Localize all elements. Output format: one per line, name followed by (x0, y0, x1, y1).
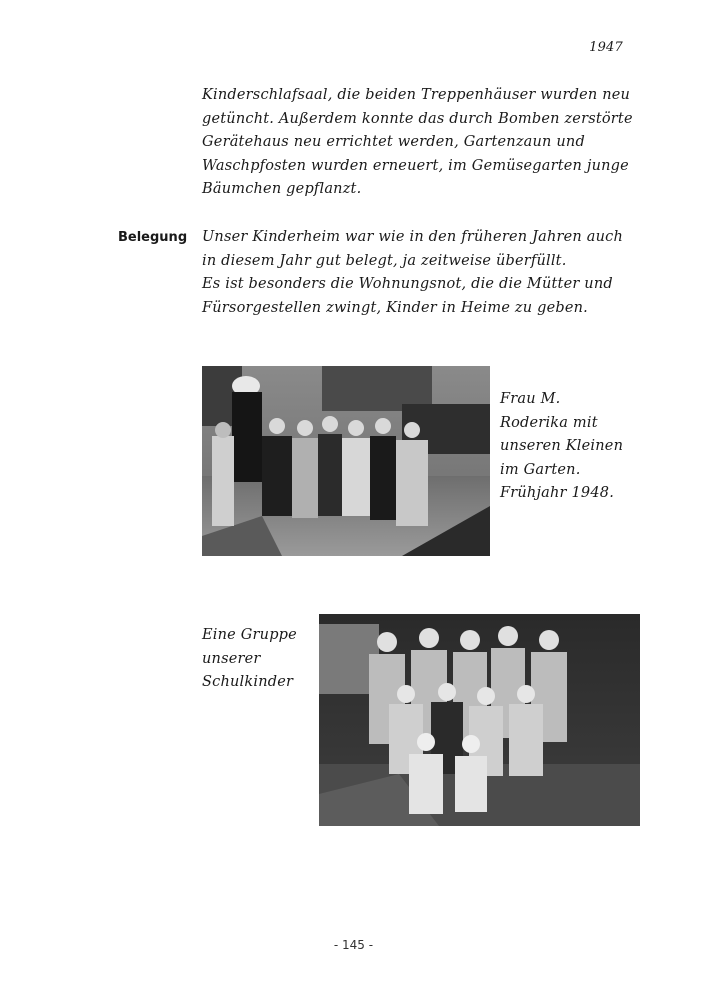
caption-line: unseren Kleinen (500, 438, 624, 454)
caption-line: unserer (202, 650, 261, 667)
paragraph-line: in diesem Jahr gut belegt, ja zeitweise überfüllt. (202, 252, 567, 269)
caption-school-children (202, 624, 297, 695)
paragraph-line: Gerätehaus neu errichtet werden, Gartenzaun und (202, 134, 585, 150)
caption-line: Eine Gruppe (202, 627, 297, 643)
paragraph-line: Bäumchen gepflanzt. (202, 181, 362, 197)
page-year: 1947 (589, 40, 623, 55)
paragraph-line: Unser Kinderheim war wie in den früheren Jahren auch (202, 229, 623, 245)
caption-line: Frühjahr 1948. (500, 485, 614, 501)
caption-line: Frau M. (500, 391, 561, 407)
photo-nun-with-children-image (202, 366, 490, 556)
page-number: - 145 - (333, 938, 374, 952)
paragraph-line: Es ist besonders die Wohnungsnot, die die Mütter und (202, 276, 613, 292)
paragraph-line: Fürsorgestellen zwingt, Kinder in Heime zu geben. (202, 299, 588, 316)
paragraph-line: Kinderschlafsaal, die beiden Treppenhäuser wurden neu (202, 87, 631, 103)
caption-nun-with-children (500, 388, 623, 506)
photo-school-children (319, 614, 640, 826)
photo-school-children-image (319, 614, 640, 826)
caption-line: Schulkinder (202, 674, 294, 690)
paragraph-renovation (202, 84, 632, 202)
caption-line: im Garten. (500, 461, 581, 478)
photo-nun-with-children (202, 366, 490, 556)
side-label-belegung: Belegung (118, 230, 188, 245)
paragraph-belegung (202, 226, 632, 320)
paragraph-line: Waschpfosten wurden erneuert, im Gemüsegarten junge (202, 157, 629, 174)
paragraph-line: getüncht. Außerdem konnte das durch Bomben zerstörte (202, 110, 633, 127)
caption-line: Roderika mit (500, 414, 598, 431)
